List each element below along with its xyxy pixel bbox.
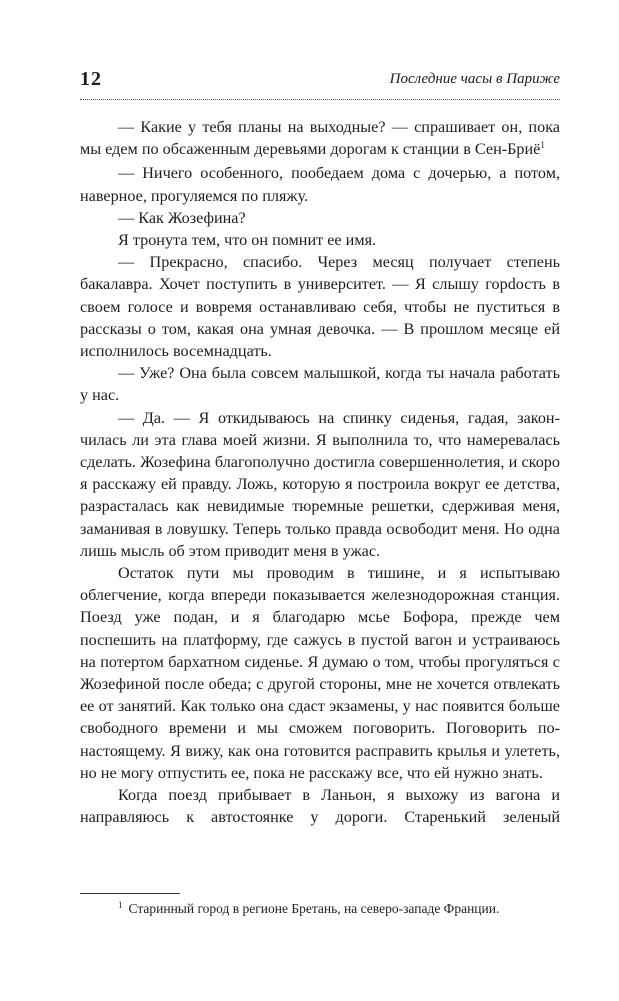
paragraph: — Прекрасно, спасибо. Через месяц получает степень бакалавра. Хочет поступить в университет. — Я слышу горdость в своем голосе и вовремя останавливаю себя, чтобы не пуститься в рассказы о том, какая она умная девочка. — В прошлом месяце ей исполнилось восемнадцать. bbox=[80, 253, 560, 361]
paragraph: — Ничего особенного, пообедаем дома с дочерью, а потом, наверное, прогуляемся по пляжу. bbox=[80, 164, 560, 205]
paragraph: — Да. — Я откидываюсь на спинку сиденья, гадая, закончилась ли эта глава моей жизни. Я выполнила то, что намеревалась сделать. Жозефина благополучно достигла совершеннолетия, и скоро я расскажу ей правду. Ложь, которую я построила вокруг ее детства, разрасталась как невидимые тюремные решетки, сдерживая меня, заманивая в ловушку. Теперь только правда освободит меня. Но одна лишь мысль об этом приводит меня в ужас. bbox=[80, 408, 560, 560]
paragraph: — Уже? Она была совсем малышкой, когда ты начала работать у нас. bbox=[80, 364, 560, 405]
paragraph: Я тронута тем, что он помнит ее имя. bbox=[118, 231, 377, 250]
running-title: Последние часы в Париже bbox=[389, 71, 560, 87]
paragraph: Остаток пути мы проводим в тишине, и я испытываю облегчение, когда впереди показывается железнодорожная станция. Поезд уже подан, и я благодарю мсье Бофора, прежде чем поспешить на платформу, где сажусь в пустой вагон и устраиваюсь на потертом бархатном сиденье. Я думаю о том, чтобы прогуляться с Жозефиной после обеда; с другой стороны, мне не хочется отвлекать ее от занятий. Как только она сдаст экзамены, у нас появится больше свободного времени и мы сможем поговорить. Поговорить по-настоящему. Я вижу, как она готовится расправить крылья и улететь, но не могу отпустить ее, пока не расскажу все, что ей нужно знать. bbox=[80, 564, 560, 782]
page-number: 12 bbox=[80, 68, 102, 90]
footnote-reference: 1 bbox=[540, 140, 545, 151]
footnote bbox=[118, 900, 568, 919]
paragraph: Когда поезд прибывает в Ланьон, я выхожу из вагона и направляюсь к автостоянке у дороги. Старенький зеленый bbox=[80, 786, 560, 827]
page-header bbox=[80, 68, 560, 96]
header-divider bbox=[80, 99, 560, 100]
footnote-text: Старинный город в регионе Бретань, на северо-западе Франции. bbox=[128, 901, 500, 916]
footnote-divider bbox=[80, 893, 180, 894]
body-text bbox=[80, 116, 560, 829]
footnote-number: 1 bbox=[118, 900, 123, 910]
paragraph: — Какие у тебя планы на выходные? — спрашивает он, пока мы едем по обсаженным деревьями дорогам к станции в Сен-Бриё$^1$ bbox=[80, 118, 560, 159]
paragraph: — Как Жозефина? bbox=[118, 208, 246, 227]
